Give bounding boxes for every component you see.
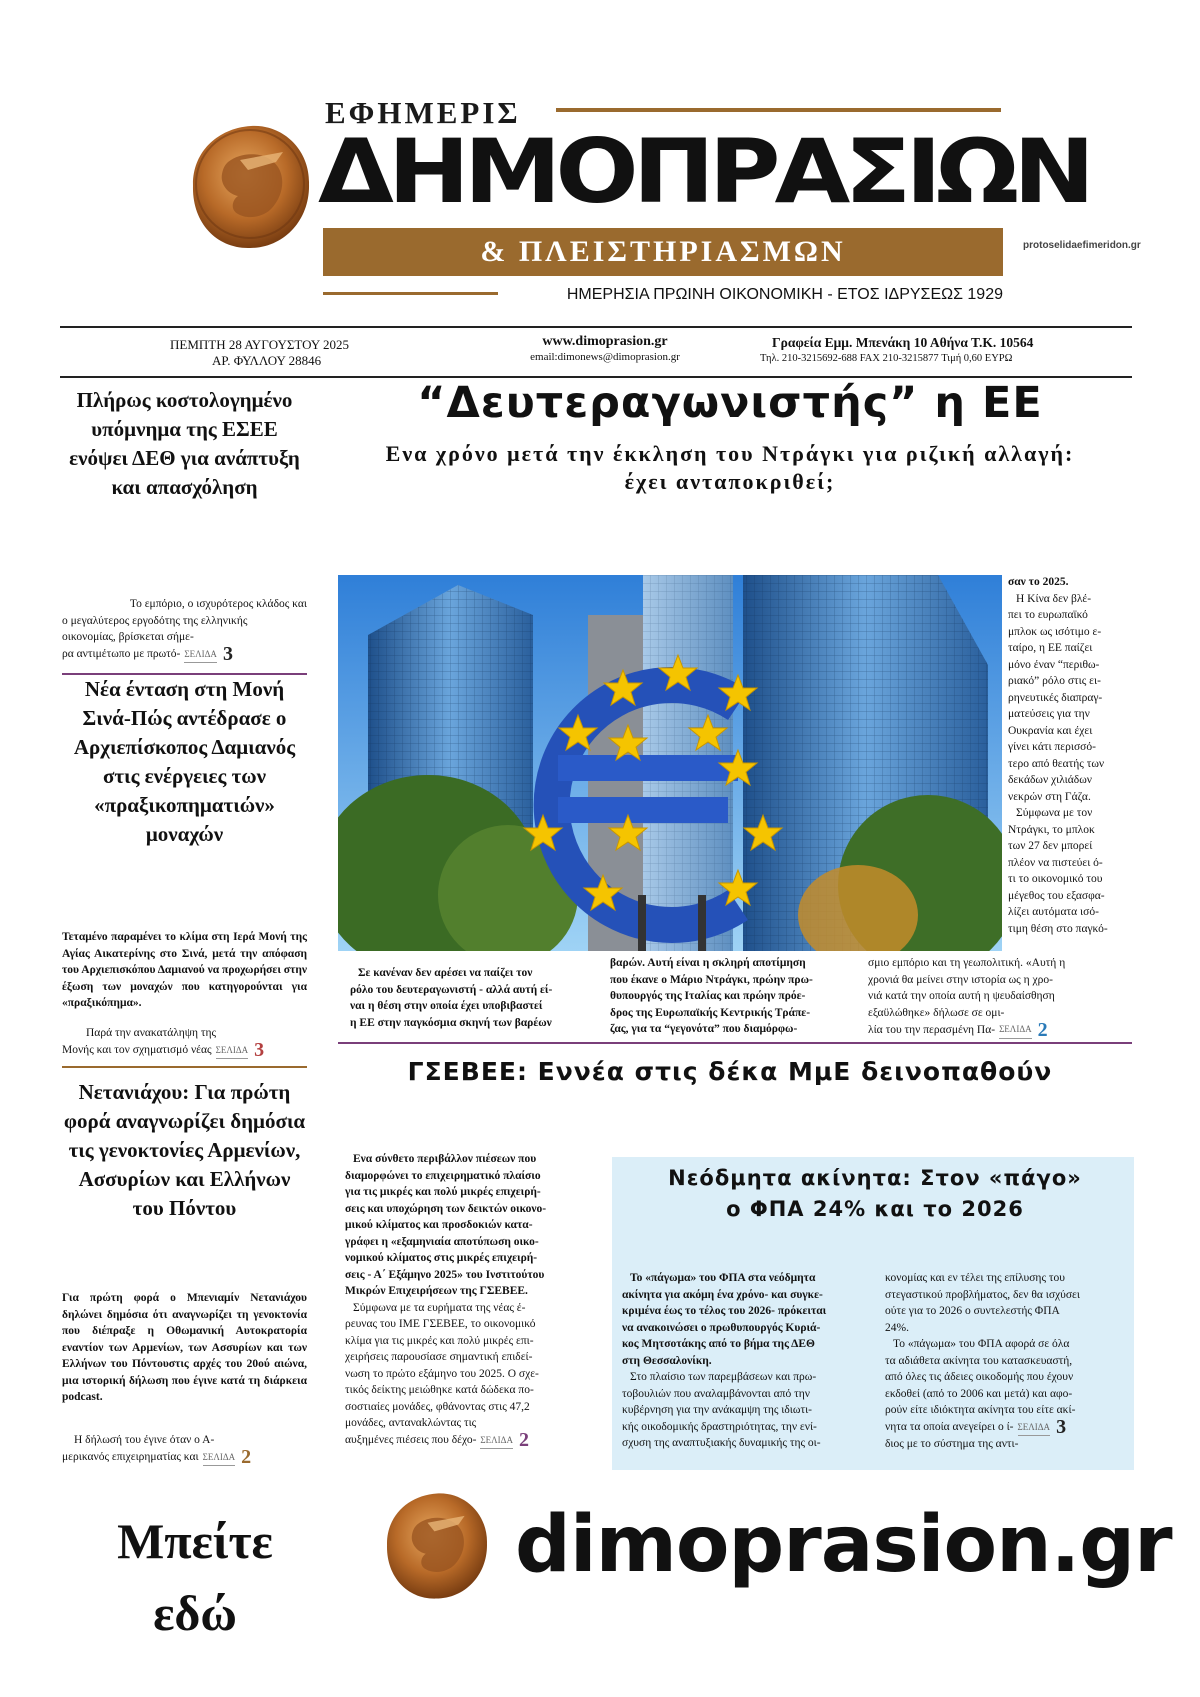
text-line: δρος της Ευρωπαϊκής Κεντρικής Τράπε- — [610, 1006, 811, 1019]
page-ref-label: ΣΕΛΙΔΑ — [203, 1449, 236, 1467]
page-ref-number[interactable]: 3 — [254, 1039, 265, 1061]
main-right-column — [1008, 574, 1132, 937]
text-line: Ντράγκι, το μπλοκ — [1008, 823, 1095, 836]
text-line: νητα τα οποία ανεγείρει ο ί- — [885, 1421, 1014, 1433]
text-line: μέγεθος του εξασφα- — [1008, 889, 1105, 902]
issue-date: ΠΕΜΠΤΗ 28 ΑΥΓΟΥΣΤΟΥ 2025 — [170, 337, 350, 352]
text-line: Το «πάγωμα» του ΦΠΑ στα νεόδμητα — [630, 1272, 816, 1284]
page-ref-number[interactable]: 3 — [222, 643, 233, 665]
text-line: νεκρών στη Γάζα. — [1008, 790, 1091, 803]
text-line: σμιο εμπόριο και τη γεωπολιτική. «Αυτή η — [868, 957, 1066, 969]
text-line: ακίνητα για ακόμη ένα χρόνο- και συγκε- — [622, 1288, 823, 1301]
text-line: ρούν είτε ιδιόκτητα ακίνητα του είτε ακί- — [885, 1404, 1076, 1416]
text-line: κής οικοδομικής δραστηριότητας, την ενί- — [622, 1420, 817, 1433]
office-address: Γραφεία Εμμ. Μπενάκη 10 Αθήνα Τ.Κ. 10564 — [772, 335, 1034, 350]
page-ref-label: ΣΕΛΙΔΑ — [216, 1042, 249, 1060]
text-line: ματεύσεις για την — [1008, 708, 1090, 720]
masthead-subtitle: ΗΜΕΡΗΣΙΑ ΠΡΩΙΝΗ ΟΙΚΟΝΟΜΙΚΗ - ΕΤΟΣ ΙΔΡΥΣΕΩΣ 1929 — [566, 286, 1003, 303]
main-headline[interactable]: “Δευτεραγωνιστής” η ΕΕ — [417, 378, 1043, 428]
text-line: Σύμφωνα με τον — [1016, 807, 1093, 819]
info-rule-top — [60, 326, 1132, 328]
text-line: νωση το πρώτο εξάμηνο του 2025. Ο σχε- — [345, 1367, 539, 1380]
text-line: τοβουλιών που αναλαμβάνονται από την — [622, 1387, 810, 1400]
page-ref-number[interactable]: 2 — [241, 1446, 252, 1468]
story2-lead: Τεταμένο παραμένει το κλίμα στη Ιερά Μονή της Αγίας Αικατερίνης στο Σινά, μετά την απόφαση του Αρχιεπισκόπου Δαμιανού να προχωρήσει στην έξωση των μοναχών που κατηγορούνται για «πραξικόπημα». — [62, 931, 307, 1009]
page-ref-label: ΣΕΛΙΔΑ — [480, 1432, 513, 1450]
text-line: σαν το 2025. — [1008, 576, 1069, 588]
text-line: τιμη θέση στο παγκό- — [1008, 922, 1108, 935]
promo-line: Μπείτε — [117, 1513, 273, 1569]
text-line: κος Μητσοτάκης από το βήμα της ΔΕΘ — [622, 1338, 816, 1350]
vat-headline[interactable] — [625, 1163, 1125, 1225]
text-line: για τις μικρές και πολύ μικρές επιχειρή- — [345, 1186, 541, 1198]
text-line: ρόλο του δευτεραγωνιστή - αλλά αυτή εί- — [350, 983, 553, 996]
text-line: τα αδιάθετα ακίνητα του κατασκευαστή, — [885, 1354, 1073, 1367]
story3-continued — [62, 1432, 307, 1466]
headline-line: ο ΦΠΑ 24% και το 2026 — [726, 1197, 1024, 1221]
text-line: Στο πλαίσιο των παρεμβάσεων και πρω- — [630, 1371, 817, 1383]
masthead-band: & ΠΛΕΙΣΤΗΡΙΑΣΜΩΝ — [323, 228, 1003, 276]
promo-line: εδώ — [153, 1585, 237, 1641]
main-col-3 — [868, 955, 1132, 1039]
masthead-rule-top — [556, 108, 1001, 112]
text-line: πει το ευρωπαϊκό — [1008, 609, 1088, 621]
text-line: κυβέρνηση για την ανάκαμψη της ιδιωτι- — [622, 1404, 813, 1416]
text-line: διος με το σύστημα της αντι- — [885, 1438, 1019, 1450]
text-line: λίζει αυτόματα ισό- — [1008, 906, 1099, 918]
text-line: μόνο έναν “περιθω- — [1008, 658, 1100, 671]
page-ref-number[interactable]: 3 — [1056, 1416, 1067, 1438]
text-line: ζας, για τα “γεγονότα” που διαμόρφω- — [610, 1023, 798, 1035]
text-line: χειρήσεις παρουσίασε σημαντική επιδεί- — [345, 1351, 533, 1363]
vat-col-2 — [885, 1270, 1130, 1453]
website-link[interactable]: www.dimoprasion.gr — [542, 334, 668, 349]
euro-sign-photo — [338, 575, 1002, 951]
text-line: πλέον να πιστεύει ό- — [1008, 856, 1103, 869]
text-line: κλίμα για τις μικρές και πολύ μικρές επι- — [345, 1334, 534, 1347]
coin-logo-icon — [188, 122, 314, 252]
text-line: ούτε για το 2026 ο συντελεστής ΦΠΑ — [885, 1305, 1060, 1317]
text-line: εξαϋλώθηκε» δήλωσε σε ομι- — [868, 1006, 1005, 1019]
text-line: σχυση της αναπτυξιακής δυναμικής της οι- — [622, 1437, 821, 1449]
text-line: των 27 δεν μπορεί — [1008, 840, 1093, 852]
text-line: Το «πάγωμα» του ΦΠΑ αφορά σε όλα — [893, 1338, 1070, 1350]
story3-lead: Για πρώτη φορά ο Μπενιαμίν Νετανιάχου δηλώνει δημόσια ότι αναγνωρίζει τη γενοκτονία που διέπραξε η Οθωμανική Αυτοκρατορία εναντίον των Αρμενίων, των Ασσυρίων και των Ελλήνων του Πόντουστις αρχές του 20ού αιώνα, μια ιστορική δήλωση που έγινε κατά τη διάρκεια podcast. — [62, 1292, 307, 1403]
text-line: Παρά την ανακατάληψη της — [86, 1027, 217, 1039]
text-line: τικός δείκτης μειώθηκε κατά δώδεκα πο- — [345, 1384, 534, 1396]
main-col-1 — [350, 965, 590, 1031]
text-line: δεκάδων χιλιάδων — [1008, 774, 1092, 786]
story2-continued — [62, 1025, 307, 1059]
subheadline-line: Ενα χρόνο μετά την έκκληση του Ντράγκι για ριζική αλλαγή: — [385, 441, 1075, 466]
page-ref-number[interactable]: 2 — [518, 1429, 529, 1451]
text-line: που έκανε ο Μάριο Ντράγκι, πρώην πρω- — [610, 973, 813, 986]
text-line: η ΕΕ στην παγκόσμια σκηνή των βαρέων — [350, 1016, 552, 1029]
text-line: να ανακοινώσει ο πρωθυπουργός Κυριά- — [622, 1321, 821, 1334]
text-line: μπλοκ ως ισότιμο ε- — [1008, 625, 1102, 638]
page-ref-label: ΣΕΛΙΔΑ — [1018, 1419, 1051, 1437]
story1-headline[interactable]: Πλήρως κοστολογημένο υπόμνημα της ΕΣΕΕ ενόψει ΔΕΘ για ανάπτυξη και απασχόληση — [69, 388, 300, 499]
text-line: Σε κανέναν δεν αρέσει να παίζει τον — [358, 967, 533, 979]
text-line: σεις - Α΄ Εξάμηνο 2025» του Ινστιτούτου — [345, 1268, 545, 1281]
text-line: Ενα σύνθετο περιβάλλον πιέσεων που — [353, 1153, 537, 1165]
headline-line: Νεόδμητα ακίνητα: Στον «πάγο» — [668, 1166, 1082, 1190]
text-line: ναι η θέση στην οποία έχει υποβιβαστεί — [350, 1000, 543, 1012]
text-line: λία του την περασμένη Πα- — [868, 1023, 996, 1036]
text-line: Μονής και τον σχηματισμό νέας — [62, 1044, 212, 1056]
promo-website-link[interactable]: dimoprasion.gr — [515, 1500, 1172, 1590]
text-line: ρηνευτικές διαπραγ- — [1008, 691, 1103, 704]
page-ref-label: ΣΕΛΙΔΑ — [184, 646, 217, 664]
text-line: σοστιαίες μονάδες, φθάνοντας στις 47,2 — [345, 1400, 530, 1413]
text-line: μερικανός επιχειρηματίας και — [62, 1451, 199, 1463]
section-divider — [338, 1042, 1132, 1044]
text-line: Ουκρανία και έχει — [1008, 724, 1093, 737]
text-line: μικού κλίματος και προσδοκιών κατα- — [345, 1219, 533, 1231]
text-line: τερο από θεατής των — [1008, 757, 1105, 770]
text-line: ρα αντιμέτωπο με πρωτό- — [62, 648, 181, 660]
text-line: 24%. — [885, 1321, 909, 1334]
text-line: εκδοθεί (από το 2006 και μετά) και αφο- — [885, 1387, 1073, 1400]
gsevee-body — [345, 1151, 595, 1449]
text-line: στη Θεσσαλονίκη. — [622, 1354, 712, 1367]
text-line: ταίρο, η ΕΕ παίζει — [1008, 642, 1093, 654]
promo-text[interactable] — [85, 1505, 305, 1649]
text-line: νομικού κλίματος στις μικρές επιχειρή- — [345, 1252, 538, 1264]
masthead-title: ΔΗΜΟΠΡΑΣΙΩΝ — [318, 120, 1090, 224]
text-line: ρευνας του ΙΜΕ ΓΣΕΒΕΕ, το οικονομικό — [345, 1318, 536, 1330]
story2-headline[interactable]: Νέα ένταση στη Μονή Σινά-Πώς αντέδρασε ο Αρχιεπίσκοπος Δαμιανός στις ενέργειες των «πραξικοπηματιών» μοναχών — [73, 677, 296, 846]
email-link[interactable]: email:dimonews@dimoprasion.gr — [530, 351, 680, 363]
subheadline-line: έχει ανταποκριθεί; — [624, 469, 836, 494]
story3-headline[interactable]: Νετανιάχου: Για πρώτη φορά αναγνωρίζει δημόσια τις γενοκτονίες Αρμενίων, Ασσυρίων και Ελλήνων του Πόντου — [63, 1080, 306, 1220]
coin-logo-icon — [378, 1490, 496, 1602]
contact-info: Τηλ. 210-3215692-688 FAX 210-3215877 Τιμή 0,60 ΕΥΡΩ — [760, 353, 1013, 364]
text-line: γίνει κάτι περισσό- — [1008, 741, 1096, 753]
text-line: ριακό” ρόλο στις ει- — [1008, 675, 1101, 687]
text-line: Σύμφωνα με τα ευρήματα της νέας έ- — [353, 1301, 526, 1314]
page-ref-number[interactable]: 2 — [1037, 1018, 1048, 1041]
text-line: Η Κίνα δεν βλέ- — [1016, 592, 1092, 605]
vat-col-1 — [622, 1270, 870, 1452]
text-line: κριμένα έως το τέλος του 2026- πρόκειται — [622, 1305, 827, 1317]
text-line: Η δήλωσή του έγινε όταν ο Α- — [74, 1434, 215, 1446]
text-line: μονάδες, ανταναkλώντας τις — [345, 1417, 477, 1429]
story-divider — [62, 1066, 307, 1068]
main-col-2 — [610, 955, 855, 1038]
text-line: στεγαστικού προβλήματος, δεν θα ισχύσει — [885, 1288, 1080, 1301]
text-line: θυπουργός της Ιταλίας και πρώην πρόε- — [610, 990, 806, 1002]
text-line: σεις και υποχώρηση των δεικτών οικονο- — [345, 1202, 547, 1215]
text-line: ο μεγαλύτερος εργοδότης της ελληνικής — [62, 614, 248, 627]
story1-lead — [62, 596, 307, 663]
issue-number: ΑΡ. ΦΥΛΛΟΥ 28846 — [212, 353, 322, 368]
text-line: γράφει η «εξαμηνιαία αποτύπωση οικο- — [345, 1235, 539, 1248]
text-line: τι το οικονομικό του — [1008, 873, 1103, 885]
text-line: κονομίας και εν τέλει της επίλυσης του — [885, 1272, 1065, 1284]
gsevee-headline[interactable]: ΓΣΕΒΕΕ: Εννέα στις δέκα ΜμΕ δεινοπαθούν — [407, 1057, 1053, 1086]
page-ref-label: ΣΕΛΙΔΑ — [999, 1021, 1032, 1039]
text-line: από όλες τις άδειες οικοδομής που έχουν — [885, 1371, 1074, 1383]
text-line: διαμορφώνει το επιχειρηματικό πλαίσιο — [345, 1169, 541, 1182]
text-line: χρονιά θα μείνει στην ιστορία ως η χρο- — [868, 973, 1053, 986]
text-line: αυξημένες πιέσεις που δέχο- — [345, 1434, 477, 1446]
text-line: νιά κατά την οποία αυτή η ψευδαίσθηση — [868, 990, 1055, 1002]
source-watermark: protoselidaefimeridon.gr — [1023, 240, 1141, 251]
text-line: οικονομίας, βρίσκεται σήμε- — [62, 631, 194, 643]
main-subheadline — [330, 440, 1130, 496]
masthead-top: ΕΦΗΜΕΡΙΣ — [325, 95, 521, 130]
text-line: Το εμπόριο, ο ισχυρότερος κλάδος και — [129, 598, 307, 610]
text-line: Μικρών Επιχειρήσεων της ΓΣΕΒΕΕ. — [345, 1285, 528, 1297]
text-line: βαρών. Αυτή είναι η σκληρή αποτίμηση — [610, 957, 806, 969]
